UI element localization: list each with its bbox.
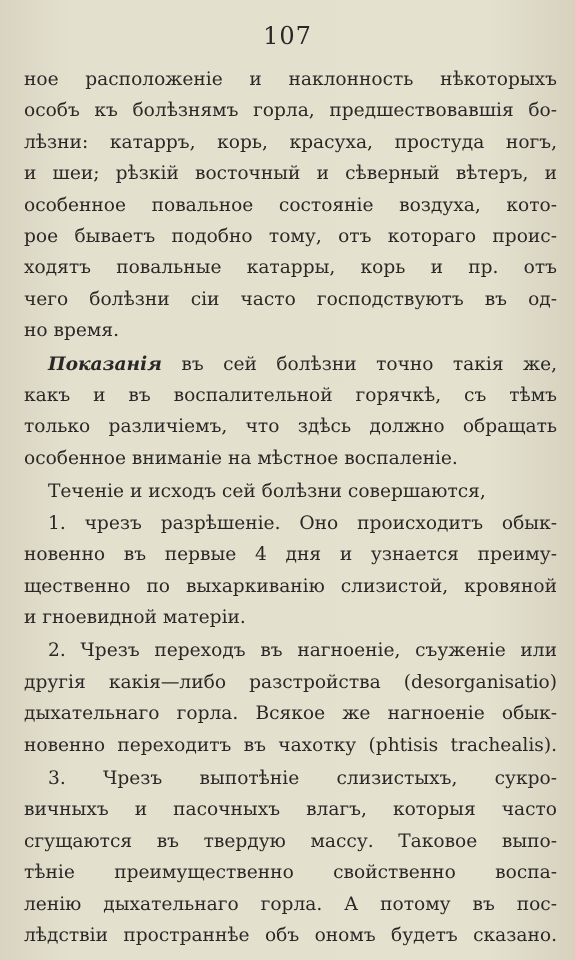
text-line: тѣнiе преимущественно свойственно воспа- — [24, 862, 557, 884]
text-line: только различiемъ, что здѣсь должно обращать — [24, 416, 557, 438]
text-line: дыхательнаго горла. Всякое же нагноенiе обык- — [24, 703, 557, 725]
text-line: 2. Чрезъ переходъ въ нагноенiе, съуженiе или — [48, 640, 557, 662]
text-line: но время. — [24, 320, 119, 342]
text-line: особенное вниманiе на мѣстное воспаленiе. — [24, 447, 458, 469]
text-line: 3. Чрезъ выпотѣнiе слизистыхъ, сукро- — [48, 767, 557, 789]
text-line — [24, 349, 557, 380]
text-line: чего болѣзни сiи часто господствуютъ въ од- — [24, 288, 557, 310]
page-text — [24, 64, 557, 951]
text-line: 1. чрезъ разрѣшенiе. Оно происходитъ обык- — [48, 512, 557, 534]
text-line: и шеи; рѣзкiй восточный и сѣверный вѣтеръ, и — [24, 163, 557, 185]
text-line: ное расположенiе и наклонность нѣкоторыхъ — [24, 69, 557, 90]
text-line: особъ къ болѣзнямъ горла, предшествовавшiя бо- — [24, 100, 557, 122]
text-line: ленiю дыхательнаго горла. А потому въ пос- — [24, 893, 557, 915]
text-line: новенно переходитъ въ чахотку (phtisis trachealis). — [24, 734, 557, 756]
text-line: ходятъ повальные катарры, корь и пр. отъ — [24, 257, 557, 279]
text-line: сгущаются въ твердую массу. Таковое выпо- — [24, 830, 557, 852]
text-line: лѣдствiи пространнѣе объ ономъ будетъ сказано. — [24, 924, 557, 946]
page-number: 107 — [263, 22, 312, 50]
text-line: рое бываетъ подобно тому, отъ котораго проиc- — [24, 226, 557, 248]
text-line: и гноевидной матерiи. — [24, 606, 246, 628]
text-line: вичныхъ и пасочныхъ влагъ, которыя часто — [24, 799, 557, 821]
text-line: лѣзни: катарръ, корь, красуха, простуда ногъ, — [24, 131, 557, 153]
text-line: щественно по выхаркиванiю слизистой, кровяной — [24, 575, 557, 597]
text-line: особенное повальное состоянiе воздуха, кото- — [24, 194, 557, 216]
text-line: Теченiе и исходъ сей болѣзни совершаются, — [48, 481, 486, 503]
text-line: другiя какiя—либо разстройства (desorganisatio) — [24, 671, 557, 693]
text-line-rest: въ сей болѣзни точно такiя же, — [161, 353, 557, 375]
text-line: какъ и въ воспалительной горячкѣ, съ тѣмъ — [24, 385, 557, 407]
indications-heading: Показанiя — [48, 353, 162, 375]
text-line: новенно въ первые 4 дня и узнается преиму- — [24, 544, 557, 566]
